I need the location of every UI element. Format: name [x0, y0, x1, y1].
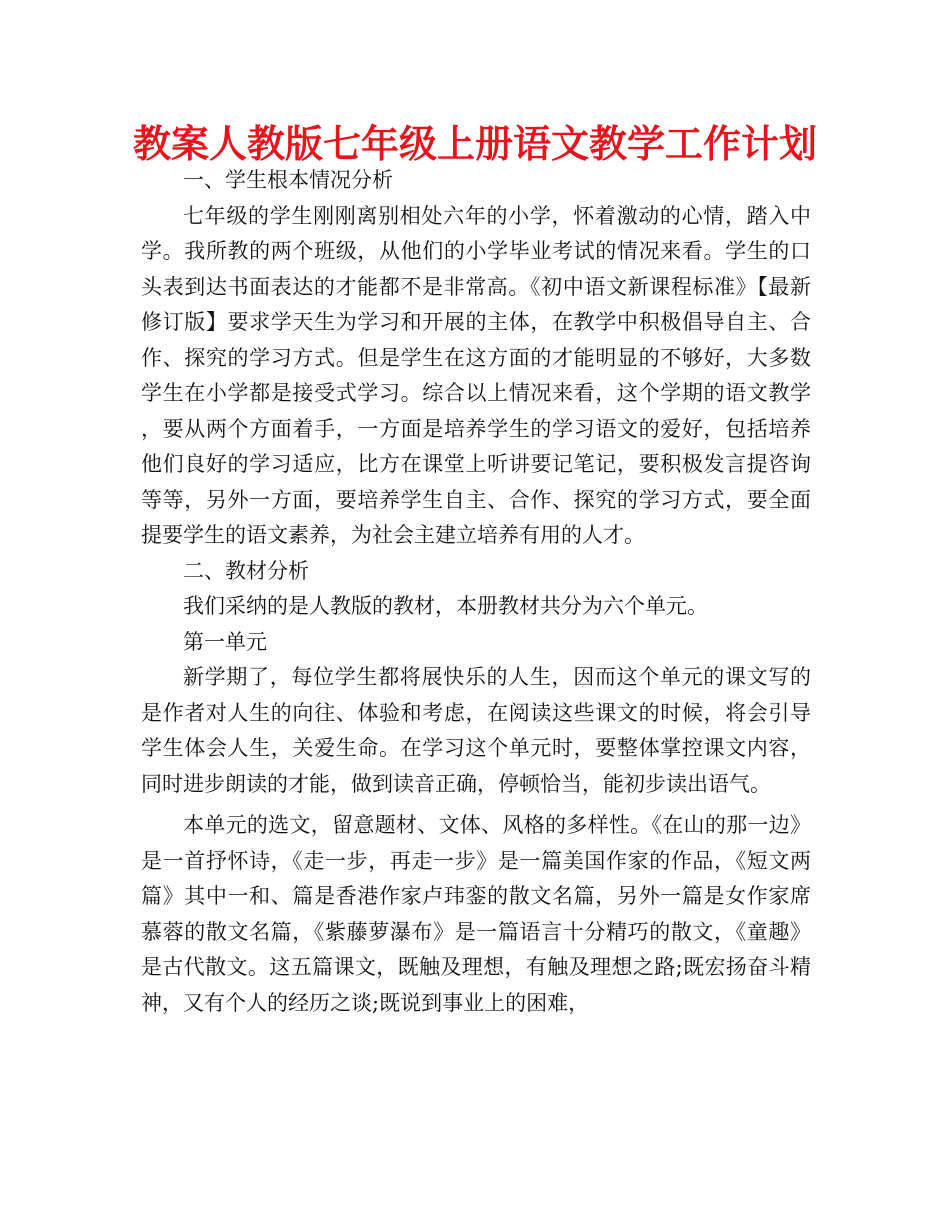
paragraph-textbook-intro: 我们采纳的是人教版的教材，本册教材共分为六个单元。 — [183, 594, 708, 618]
paragraph-student-analysis: 七年级的学生刚刚离别相处六年的小学，怀着激动的心情，踏入中学。我所教的两个班级，从他们的小学毕业考试的情况来看。学生的口头表到达书面表达的才能都不是非常高。《初中语文新课程标准》【最新修订版】要求学天生为学习和开展的主体，在教学中积极倡导自主、合作、探究的学习方式。但是学生在这方面的才能明显的不够好，大多数学生在小学都是接受式学习。综合以上情况来看，这个学期的语文教学，要从两个方面着手，一方面是培养学生的学习语文的爱好，包括培养他们良好的学习适应，比方在课堂上听讲要记笔记，要积极发言提咨询等等，另外一方面，要培养学生自主、合作、探究的学习方式，要全面提要学生的语文素养，为社会主建立培养有用的人才。 — [141, 203, 811, 547]
section-heading-textbook-analysis: 二、教材分析 — [183, 558, 309, 583]
section-heading-unit-one: 第一单元 — [183, 629, 267, 654]
section-heading-student-analysis: 一、学生根本情况分析 — [183, 168, 393, 192]
paragraph-unit-one-overview: 新学期了，每位学生都将展快乐的人生，因而这个单元的课文写的是作者对人生的向往、体验和考虑，在阅读这些课文的时候，将会引导学生体会人生，关爱生命。在学习这个单元时，要整体掌控课文内容，同时进步朗读的才能，做到读音正确，停顿恰当，能初步读出语气。 — [141, 665, 811, 796]
document-title: 教案人教版七年级上册语文教学工作计划 — [132, 122, 817, 166]
document-body — [141, 163, 811, 1021]
paragraph-unit-one-selections: 本单元的选文，留意题材、文体、风格的多样性。《在山的那一边》是一首抒怀诗，《走一步，再走一步》是一篇美国作家的作品，《短文两篇》其中一和、篇是香港作家卢玮銮的散文名篇，另外一篇是女作家席慕蓉的散文名篇，《紫藤萝瀑布》是一篇语言十分精巧的散文，《童趣》是古代散文。这五篇课文，既触及理想，有触及理想之路;既宏扬奋斗精神，又有个人的经历之谈;既说到事业上的困难， — [141, 813, 811, 1015]
